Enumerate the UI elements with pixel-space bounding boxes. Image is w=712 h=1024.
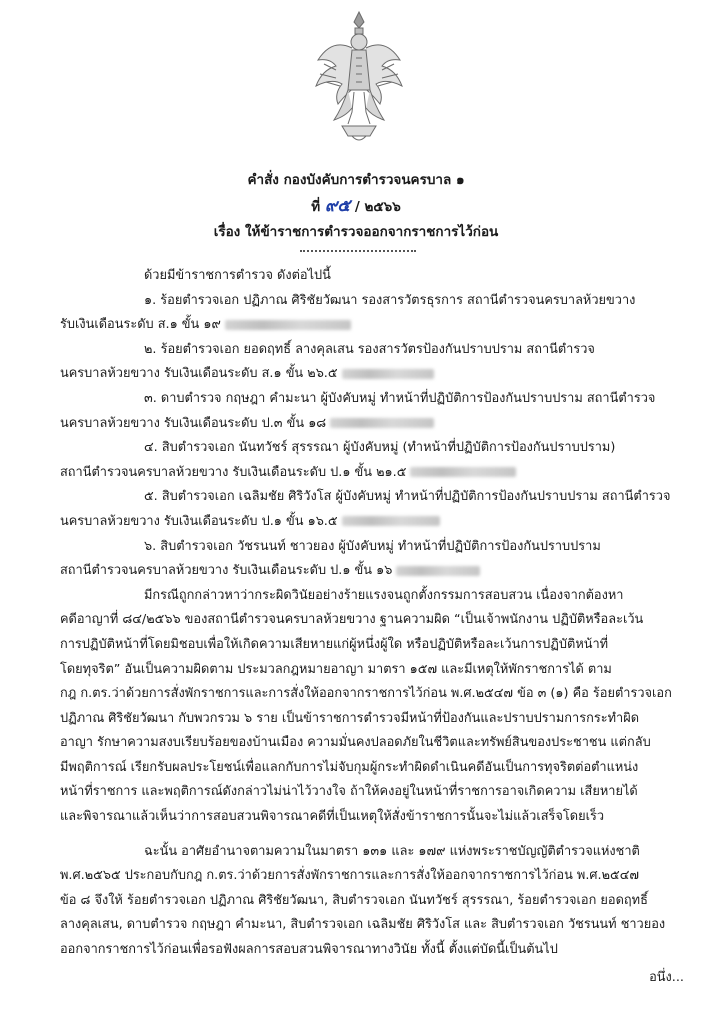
item-1-line1: ๑. ร้อยตำรวจเอก ปฏิภาณ ศิริชัยวัฒนา รองสารวัตรธุรการ สถานีตำรวจนครบาลห้วยขวาง [144, 292, 636, 308]
item-6-line1: ๖. สิบตำรวจเอก วัชรนนท์ ชาวยอง ผู้บังคับหมู่ ทำหน้าที่ปฏิบัติการป้องกันปราบปราม [144, 538, 601, 554]
redacted-salary [410, 467, 516, 477]
item-2-line1: ๒. ร้อยตำรวจเอก ยอดฤทธิ์ ลางคุลเสน รองสารวัตรป้องกันปราบปราม สถานีตำรวจ [144, 341, 595, 357]
redacted-salary [330, 418, 434, 428]
garuda-emblem-icon [312, 8, 406, 148]
order-subject: เรื่อง ให้ข้าราชการตำรวจออกจากราชการไว้ก่อน [213, 224, 499, 240]
para1-line: โดยทุจริต” อันเป็นความผิดตาม ประมวลกฎหมายอาญา มาตรา ๑๕๗ และมีเหตุให้พักราชการได้ ตาม [60, 661, 612, 677]
para1-line: หน้าที่ราชการ และพฤติการณ์ดังกล่าวไม่น่าไว้วางใจ ถ้าให้คงอยู่ในหน้าที่ราชการอาจเกิดความ เสียหายได้ [60, 784, 638, 800]
item-2-line2: นครบาลห้วยขวาง รับเงินเดือนระดับ ส.๑ ขั้น ๒๖.๕ [60, 362, 676, 387]
para2-line: ลางคุลเสน, ดาบตำรวจ กฤษฎา คำมะนา, สิบตำรวจเอก เฉลิมชัย ศิริวังโส และ สิบตำรวจเอก วัชรนนท์ ชาวยอง [60, 917, 666, 933]
para2-line: ข้อ ๘ จึงให้ ร้อยตำรวจเอก ปฏิภาณ ศิริชัยวัฒนา, สิบตำรวจเอก นันทวัชร์ สุรรรณา, ร้อยตำรวจเอก ยอดฤทธิ์ [60, 892, 648, 908]
order-number [0, 192, 712, 219]
redacted-salary [396, 566, 480, 576]
para2-line: พ.ศ.๒๕๖๕ ประกอบกับกฎ ก.ตร.ว่าด้วยการสั่งพักราชการและการสั่งให้ออกจากราชการไว้ก่อน พ.ศ.๒๕๔๗ [60, 868, 640, 884]
item-6-line2: สถานีตำรวจนครบาลห้วยขวาง รับเงินเดือนระดับ ป.๑ ขั้น ๑๖ [60, 559, 676, 584]
para1-line: มีกรณีถูกกล่าวหาว่ากระผิดวินัยอย่างร้ายแรงจนถูกตั้งกรรมการสอบสวน เนื่องจากต้องหา [144, 587, 624, 603]
para1-line: การปฏิบัติหน้าที่โดยมิชอบเพื่อให้เกิดความเสียหายแก่ผู้หนึ่งผู้ใด หรือปฏิบัติหรือละเว้นการปฏิบัติหน้าที่ [60, 636, 609, 652]
para2-line: ออกจากราชการไว้ก่อนเพื่อรอฟังผลการสอบสวนพิจารณาทางวินัย ทั้งนี้ ตั้งแต่บัดนี้เป็นต้นไป [60, 942, 558, 958]
order-number-prefix: ที่ [311, 199, 321, 215]
continuation-text: อนึ่ง... [649, 970, 684, 985]
para1-line: คดีอาญาที่ ๘๔/๒๕๖๖ ของสถานีตำรวจนครบาลห้วยขวาง ฐานความผิด “เป็นเจ้าพนักงาน ปฏิบัติหรือละเว้น [60, 612, 644, 628]
order-number-suffix: / ๒๕๖๖ [354, 199, 401, 215]
item-4-line1: ๔. สิบตำรวจเอก นันทวัชร์ สุรรรณา ผู้บังคับหมู่ (ทำหน้าที่ปฏิบัติการป้องกันปราบปราม) [144, 440, 616, 456]
redacted-salary [342, 516, 440, 526]
item-3-line1: ๓. ดาบตำรวจ กฤษฎา คำมะนา ผู้บังคับหมู่ ทำหน้าที่ปฏิบัติการป้องกันปราบปราม สถานีตำรวจ [144, 390, 656, 406]
item-5-line1: ๕. สิบตำรวจเอก เฉลิมชัย ศิริวังโส ผู้บังคับหมู่ ทำหน้าที่ปฏิบัติการป้องกันปราบปราม สถานีตำรวจ [144, 489, 671, 505]
item-4-line2: สถานีตำรวจนครบาลห้วยขวาง รับเงินเดือนระดับ ป.๑ ขั้น ๒๑.๕ [60, 461, 676, 486]
item-1-line2: รับเงินเดือนระดับ ส.๑ ขั้น ๑๙ [60, 313, 676, 338]
order-number-handwritten: ๙๕ [324, 196, 351, 216]
para2-line: ฉะนั้น อาศัยอำนาจตามความในมาตรา ๑๓๑ และ ๑๗๙ แห่งพระราชบัญญัติตำรวจแห่งชาติ [144, 843, 640, 859]
item-5-line2: นครบาลห้วยขวาง รับเงินเดือนระดับ ป.๑ ขั้น ๑๖.๕ [60, 510, 676, 535]
dotted-divider [300, 250, 416, 252]
order-title: คำสั่ง กองบังคับการตำรวจนครบาล ๑ [247, 172, 465, 188]
document-body [60, 264, 676, 963]
item-3-line2: นครบาลห้วยขวาง รับเงินเดือนระดับ ป.๓ ขั้น ๑๘ [60, 412, 676, 437]
intro-line: ด้วยมีข้าราชการตำรวจ ดังต่อไปนี้ [144, 268, 331, 283]
para1-line: อาญา รักษาความสงบเรียบร้อยของบ้านเมือง ความมั่นคงปลอดภัยในชีวิตและทรัพย์สินของประชาชน แต่กลับ [60, 735, 651, 751]
redacted-salary [342, 369, 434, 379]
para1-line: และพิจารณาแล้วเห็นว่าการสอบสวนพิจารณาคดีที่เป็นเหตุให้สั่งข้าราชการนั้นจะไม่แล้วเสร็จโดยเร็ว [60, 809, 605, 825]
redacted-salary [225, 320, 351, 330]
para1-line: มีพฤติการณ์ เรียกรับผลประโยชน์เพื่อแลกกับการไม่จับกุมผู้กระทำผิดดำเนินคดีอันเป็นการทุจริตต่อตำแหน่ง [60, 759, 639, 775]
para1-line: กฎ ก.ตร.ว่าด้วยการสั่งพักราชการและการสั่งให้ออกจากราชการไว้ก่อน พ.ศ.๒๕๔๗ ข้อ ๓ (๑) คือ ร้อยตำรวจเอก [60, 686, 672, 702]
para1-line: ปฏิภาณ ศิริชัยวัฒนา กับพวกรวม ๖ ราย เป็นข้าราชการตำรวจมีหน้าที่ป้องกันและปราบปรามการกระทำผิด [60, 710, 640, 726]
